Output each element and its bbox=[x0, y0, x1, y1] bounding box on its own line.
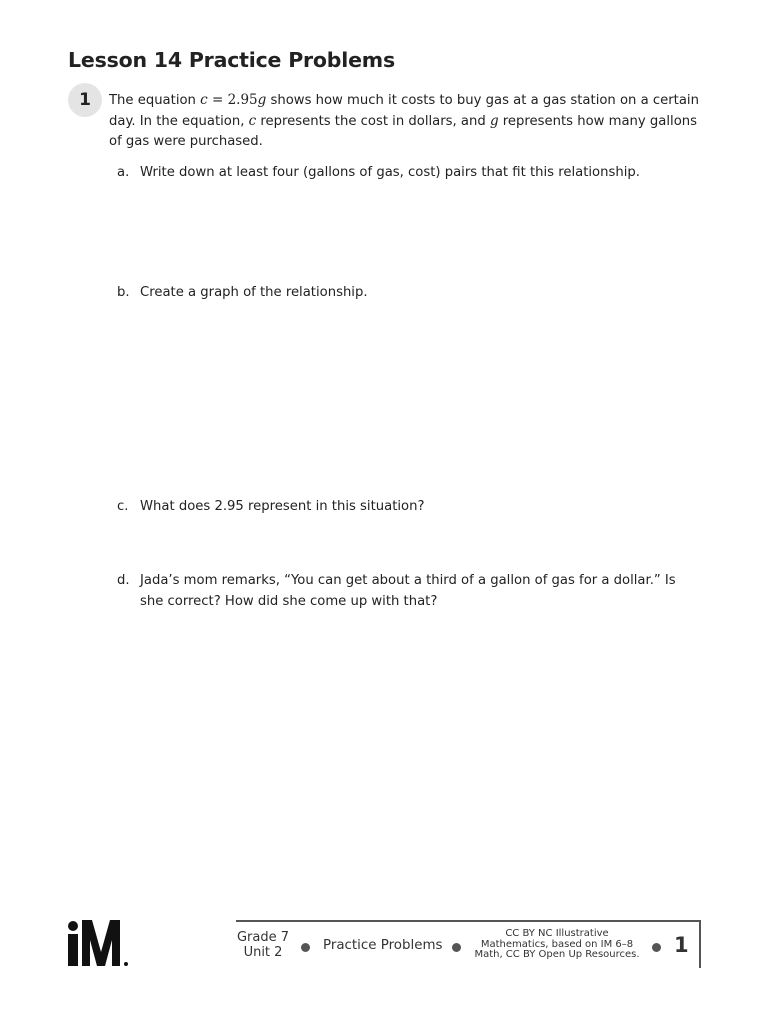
part-text: What does 2.95 represent in this situation? bbox=[140, 499, 425, 514]
part-text: Create a graph of the relationship. bbox=[140, 285, 368, 300]
equation: c = 2.95g bbox=[200, 92, 267, 108]
variable-g: g bbox=[489, 113, 499, 129]
footer-section-title: Practice Problems bbox=[323, 938, 443, 953]
part-text: Jada’s mom remarks, “You can get about a third of a gallon of gas for a dollar.” Is she correct? How did she come up with that? bbox=[140, 573, 676, 609]
problem-stem: The equation c = 2.95g shows how much it costs to buy gas at a gas station on a certain day. In the equation, c represents the cost in dollars, and g represents how many gallons of gas were purchased. bbox=[109, 92, 699, 149]
variable-c: c bbox=[248, 113, 257, 129]
im-logo bbox=[66, 918, 134, 972]
separator-dot bbox=[652, 943, 661, 952]
part-c bbox=[117, 496, 697, 517]
lesson-title: Lesson 14 Practice Problems bbox=[68, 48, 395, 72]
license-credit: CC BY NC Illustrative Mathematics, based on IM 6–8 Math, CC BY Open Up Resources. bbox=[474, 928, 640, 960]
problem-number-badge: 1 bbox=[68, 83, 102, 117]
part-label: b. bbox=[117, 285, 130, 300]
part-a bbox=[117, 162, 697, 183]
page-footer bbox=[236, 920, 701, 968]
part-text: Write down at least four (gallons of gas, cost) pairs that fit this relationship. bbox=[140, 165, 640, 180]
part-label: c. bbox=[117, 499, 129, 514]
part-d bbox=[117, 570, 687, 612]
grade-unit: Grade 7 Unit 2 bbox=[236, 930, 290, 960]
separator-dot bbox=[301, 943, 310, 952]
separator-dot bbox=[452, 943, 461, 952]
page-number: 1 bbox=[674, 933, 689, 957]
part-b bbox=[117, 282, 697, 303]
part-label: d. bbox=[117, 573, 130, 588]
part-label: a. bbox=[117, 165, 130, 180]
